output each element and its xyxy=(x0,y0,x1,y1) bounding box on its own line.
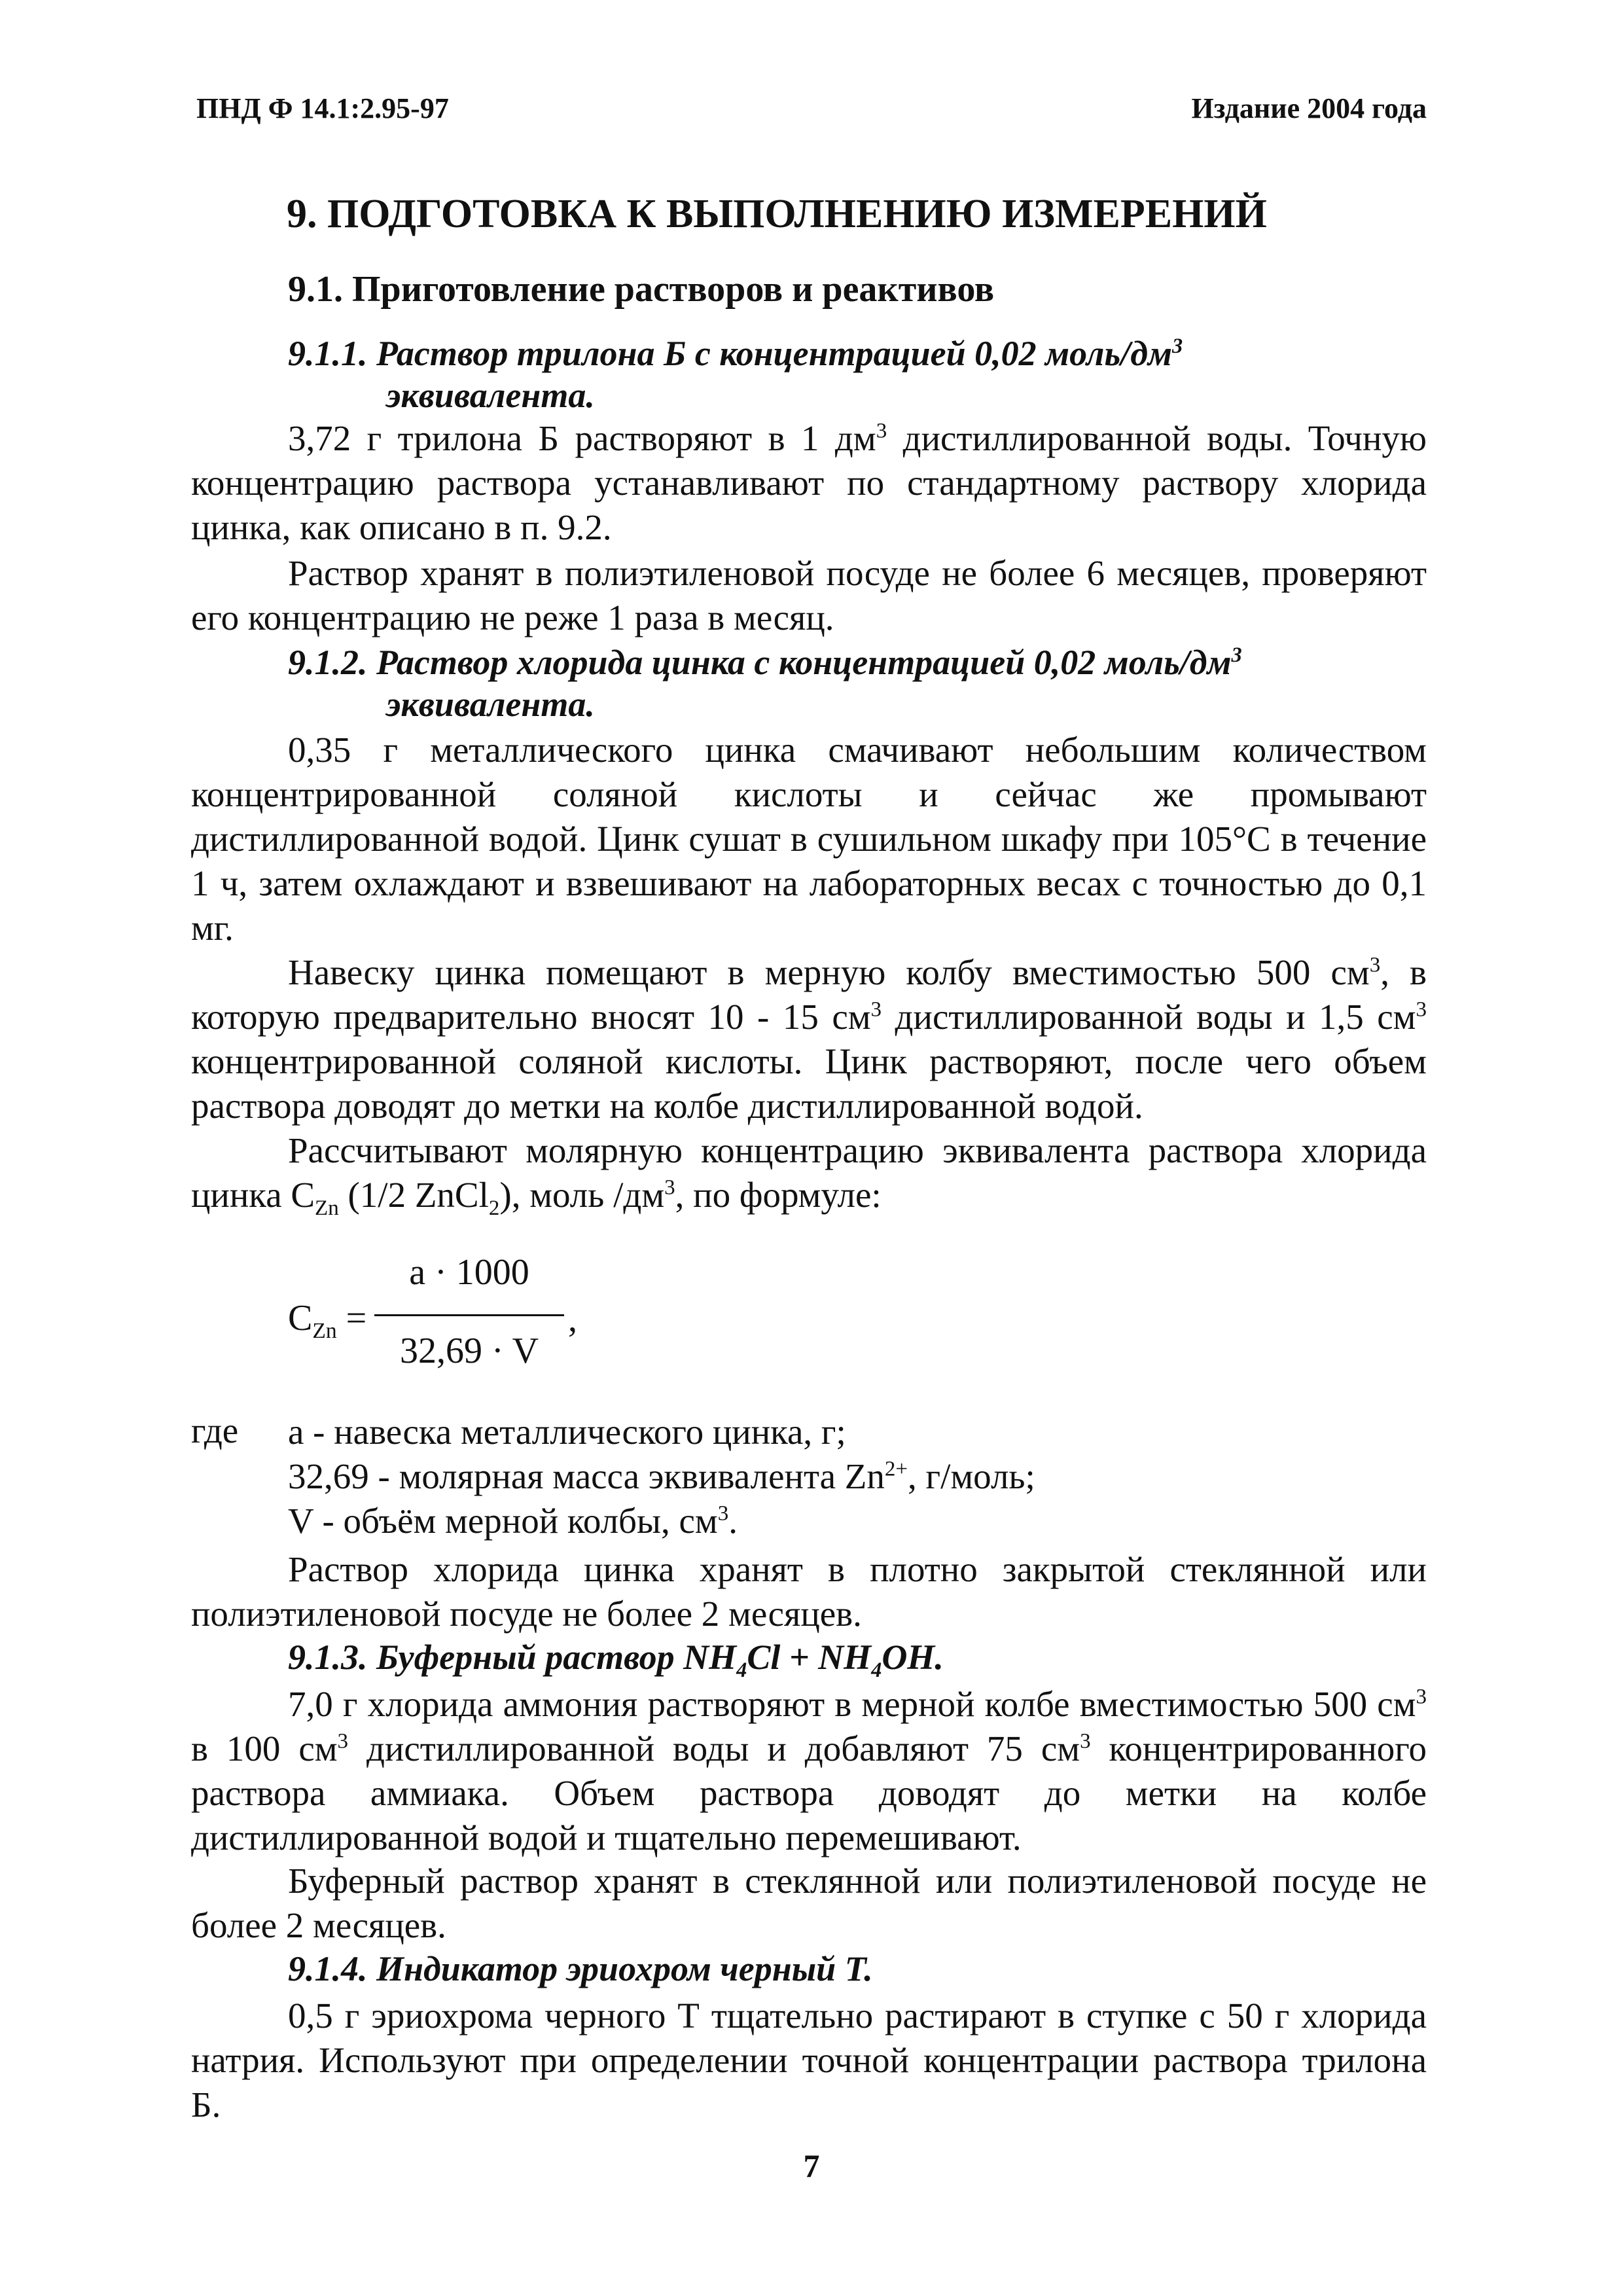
paragraph-9-1-2-calculation: Рассчитывают молярную концентрацию эквивалента раствора хлорида цинка $С_{Zn}$ (1/2 ZnCl$_2$), моль $/дм^3$, по формуле: xyxy=(191,1130,1427,1220)
fraction-bar xyxy=(374,1314,564,1316)
formula-comma: , xyxy=(568,1299,577,1340)
definition-molar-mass: 32,69 - молярная масса эквивалента $Zn^{2+}$, г/моль; xyxy=(288,1456,1035,1496)
where-label: где xyxy=(191,1410,239,1450)
paragraph-9-1-2-zinc-prep: 0,35 г металлического цинка смачивают небольшим количеством концентрированной соляной кислоты и сейчас же промывают дистиллированной водой. Цинк сушат в сушильном шкафу при 105°С в течение 1 ч, затем охлаждают и взвешивают на лабораторных весах с точностью до 0,1 мг. xyxy=(191,730,1427,948)
formula-denominator: 32,69 · V xyxy=(399,1331,539,1371)
section-title: 9. ПОДГОТОВКА К ВЫПОЛНЕНИЮ ИЗМЕРЕНИЙ xyxy=(287,192,1267,236)
subsection-title: 9.1. Приготовление растворов и реактивов xyxy=(288,269,995,310)
formula-lhs: $С_{Zn}$ = xyxy=(288,1298,367,1344)
heading-9-1-4: 9.1.4. Индикатор эриохром черный Т. xyxy=(288,1949,873,1988)
paragraph-9-1-1-storage: Раствор хранят в полиэтиленовой посуде не более 6 месяцев, проверяют его концентрацию не реже 1 раза в месяц. xyxy=(191,553,1427,637)
definition-mass: a - навеска металлического цинка, г; xyxy=(288,1412,846,1452)
paragraph-9-1-3-buffer-prep: 7,0 г хлорида аммония растворяют в мерной колбе вместимостью 500 $см^3$ в 100 $см^3$ дистиллированной воды и добавляют 75 $см^3$ концентрированного раствора аммиака. Объем раствора доводят до метки на колбе дистиллированной водой и тщательно перемешивают. xyxy=(191,1684,1427,1857)
paragraph-9-1-4-indicator: 0,5 г эриохрома черного Т тщательно растирают в ступке с 50 г хлорида натрия. Используют при определении точной концентрации раствора трилона Б. xyxy=(191,1996,1427,2125)
page-number: 7 xyxy=(803,2147,820,2184)
definition-volume: V - объём мерной колбы, $см^3$. xyxy=(288,1501,738,1541)
concentration-formula xyxy=(288,1244,589,1388)
header-document-code: ПНД Ф 14.1:2.95-97 xyxy=(196,92,449,124)
heading-9-1-3: 9.1.3. Буферный раствор $NH_4Cl + NH_4OH$. xyxy=(288,1638,944,1682)
paragraph-9-1-1-preparation: 3,72 г трилона Б растворяют в 1 $дм^3$ дистиллированной воды. Точную концентрацию раствора устанавливают по стандартному раствору хлорида цинка, как описано в п. 9.2. xyxy=(191,418,1427,547)
header-edition: Издание 2004 года xyxy=(1191,92,1427,124)
paragraph-9-1-2-storage: Раствор хлорида цинка хранят в плотно закрытой стеклянной или полиэтиленовой посуде не более 2 месяцев. xyxy=(191,1549,1427,1634)
paragraph-9-1-2-dissolution: Навеску цинка помещают в мерную колбу вместимостью 500 $см^3$, в которую предварительно вносят 10 - 15 $см^3$ дистиллированной воды и 1,5 $см^3$ концентрированной соляной кислоты. Цинк растворяют, после чего объем раствора доводят до метки на колбе дистиллированной водой. xyxy=(191,952,1427,1126)
heading-9-1-2: 9.1.2. Раствор хлорида цинка с концентрацией 0,02 моль/$дм^3$ эквивалента. xyxy=(288,643,1242,724)
paragraph-9-1-3-storage: Буферный раствор хранят в стеклянной или полиэтиленовой посуде не более 2 месяцев. xyxy=(191,1861,1427,1945)
formula-numerator: a · 1000 xyxy=(409,1252,529,1293)
heading-9-1-1: 9.1.1. Раствор трилона Б с концентрацией 0,02 моль/$дм^3$ эквивалента. xyxy=(288,334,1183,415)
